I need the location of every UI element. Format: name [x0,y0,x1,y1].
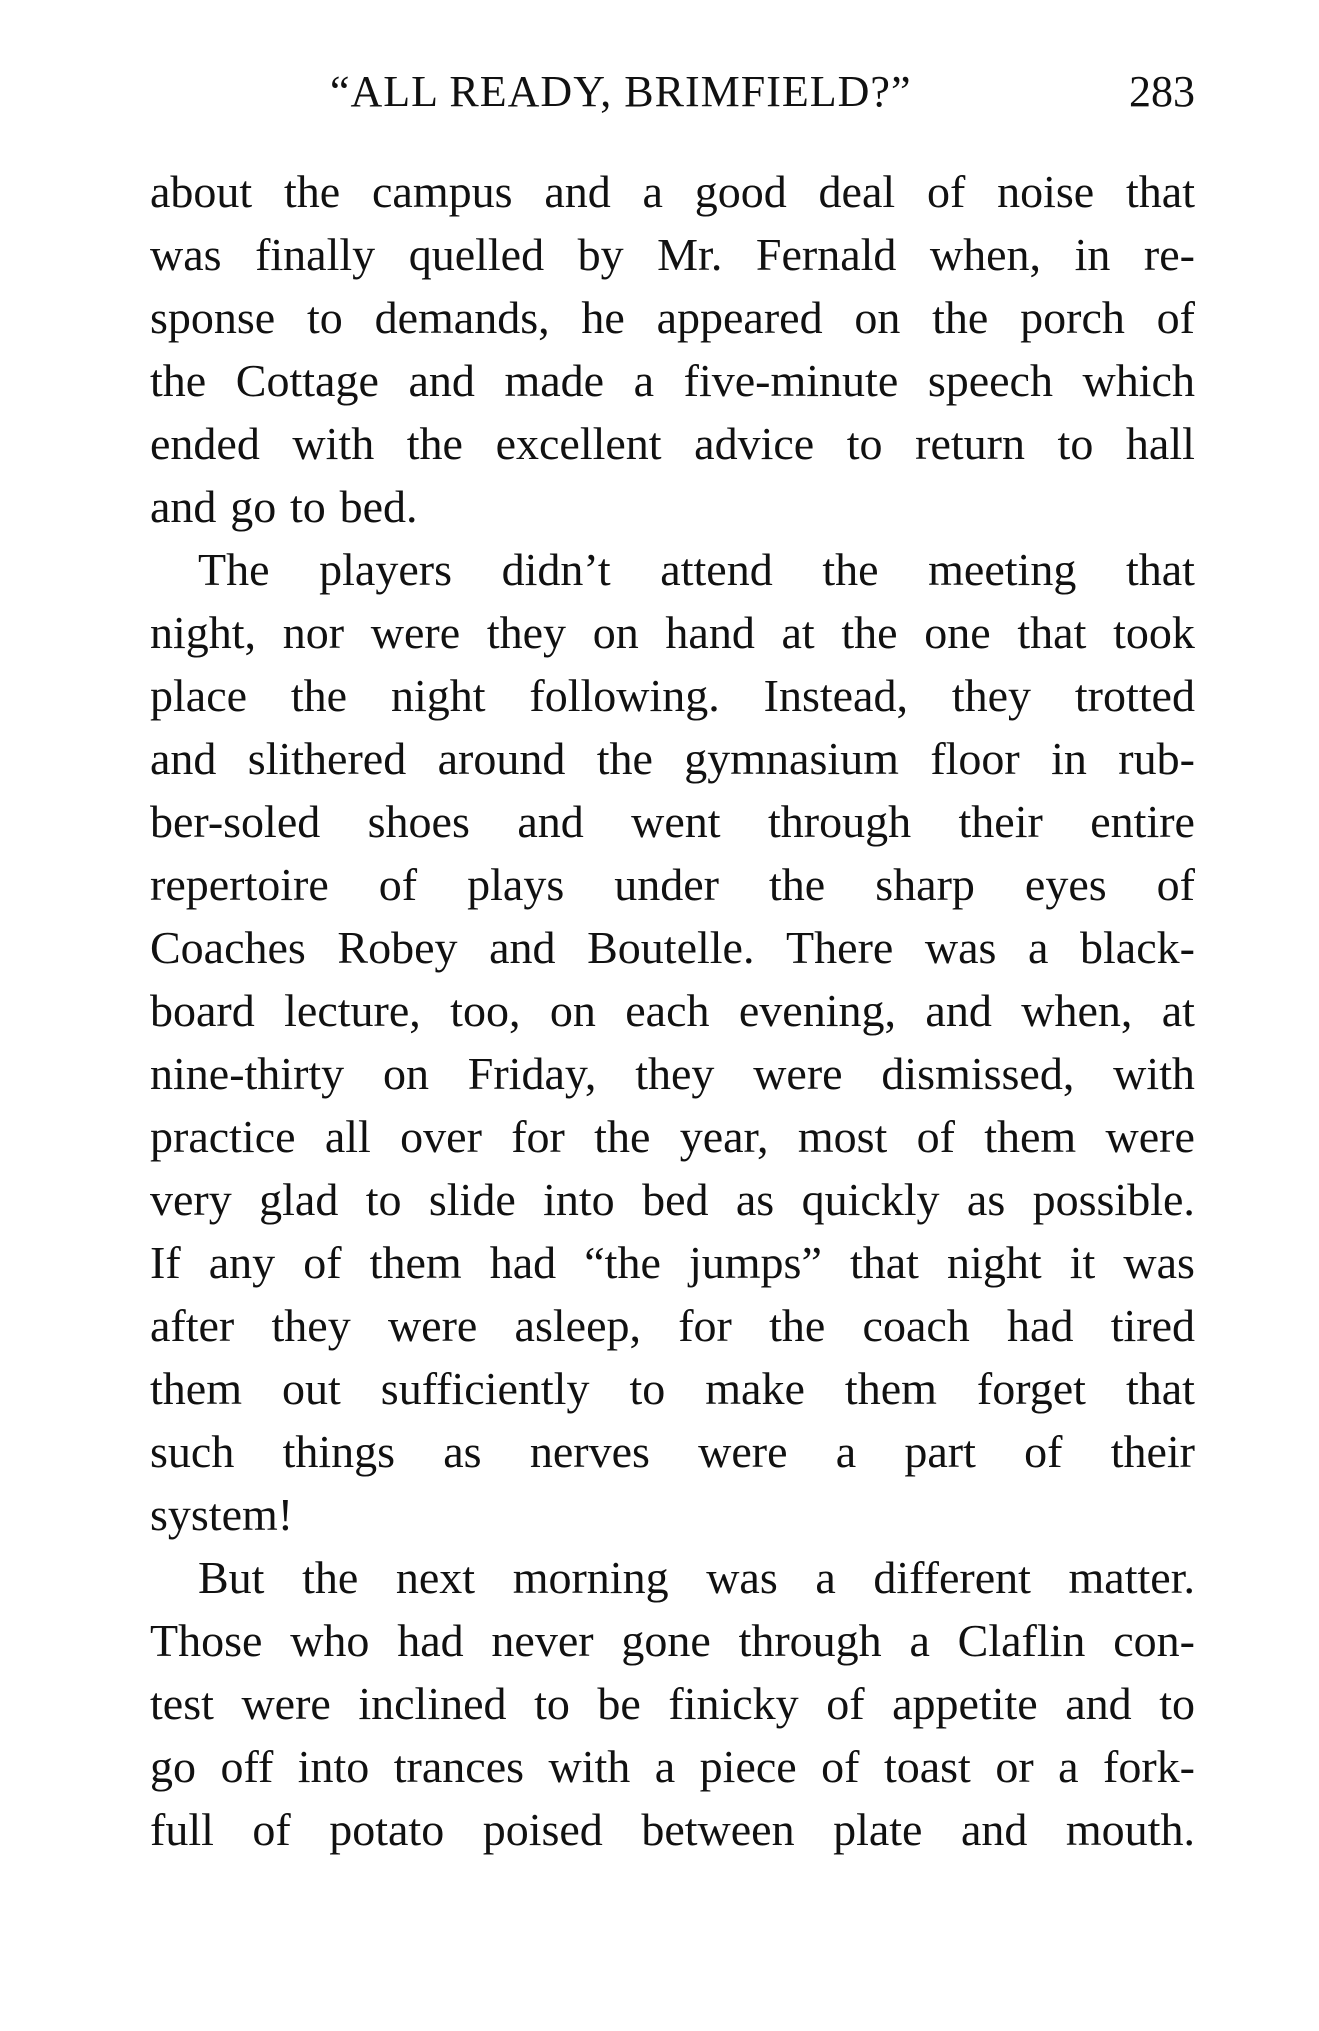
text-line: ber-soled shoes and went through their entire [150,796,1195,847]
text-line: ended with the excellent advice to return to hall [150,418,1195,469]
text-line: about the campus and a good deal of noise that [150,166,1195,217]
text-line: Those who had never gone through a Claflin con- [150,1615,1195,1666]
text-line: system! [150,1489,294,1540]
text-line: board lecture, too, on each evening, and when, at [150,985,1195,1036]
text-line: nine-thirty on Friday, they were dismissed, with [150,1048,1195,1099]
text-line: full of potato poised between plate and mouth. [150,1804,1195,1855]
text-line: and slithered around the gymnasium floor in rub- [150,733,1195,784]
text-line: the Cottage and made a five-minute speech which [150,355,1195,406]
text-line: and go to bed. [150,481,418,532]
text-line: sponse to demands, he appeared on the porch of [150,292,1195,343]
text-line: after they were asleep, for the coach had tired [150,1300,1195,1351]
text-line: But the next morning was a different matter. [198,1552,1195,1603]
body-text [150,160,1195,1861]
page-header [150,52,1195,122]
text-line: practice all over for the year, most of them were [150,1111,1195,1162]
text-line: go off into trances with a piece of toast or a fork- [150,1741,1195,1792]
text-line: very glad to slide into bed as quickly as possible. [150,1174,1195,1225]
running-head: “ALL READY, BRIMFIELD?” [330,67,912,116]
text-line: place the night following. Instead, they trotted [150,670,1195,721]
page-number: 283 [1129,67,1195,116]
text-line: them out sufficiently to make them forget that [150,1363,1195,1414]
text-line: test were inclined to be finicky of appetite and to [150,1678,1195,1729]
text-line: Coaches Robey and Boutelle. There was a black- [150,922,1195,973]
text-line: night, nor were they on hand at the one that took [150,607,1195,658]
text-line: was finally quelled by Mr. Fernald when, in re- [150,229,1195,280]
text-line: repertoire of plays under the sharp eyes of [150,859,1195,910]
text-line: If any of them had “the jumps” that night it was [150,1237,1195,1288]
text-line: The players didn’t attend the meeting that [198,544,1195,595]
text-line: such things as nerves were a part of their [150,1426,1195,1477]
